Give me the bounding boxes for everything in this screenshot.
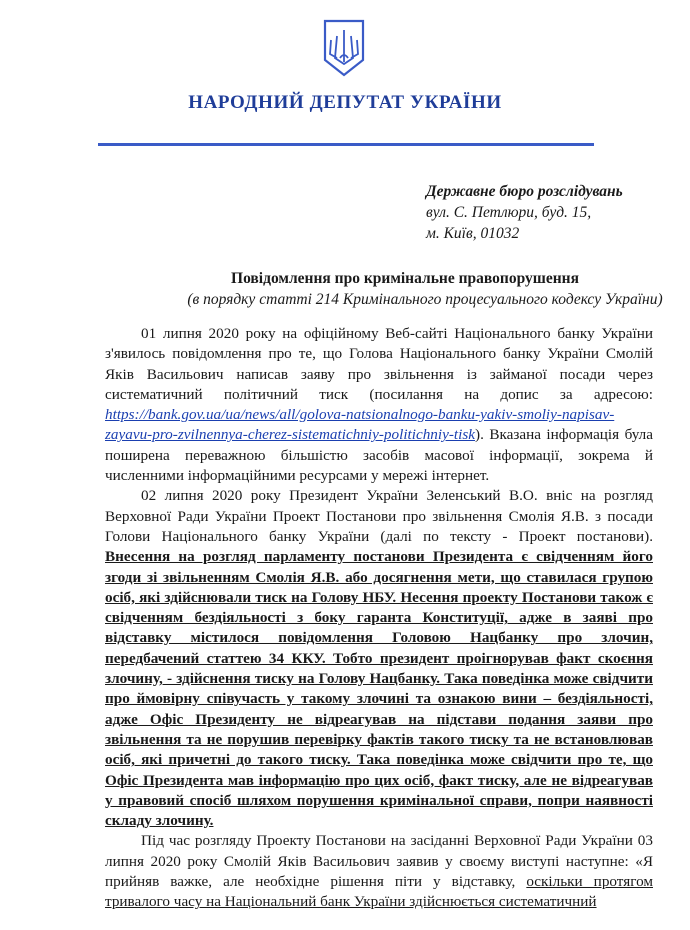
deputy-title: НАРОДНИЙ ДЕПУТАТ УКРАЇНИ — [188, 92, 502, 113]
paragraph-1 — [105, 324, 653, 486]
document-subtitle: (в порядку статті 214 Кримінального процесуального кодексу України) — [187, 291, 663, 308]
paragraph-1-end: ). Вказана інформація була поширена переважною більшістю засобів масової інформації, зокрема й численними інформаційними ресурсами у мережі інтернет. — [105, 426, 653, 485]
addressee-name: Державне бюро розслідувань — [426, 183, 623, 200]
paragraph-3-underlined: оскільки протягом тривалого часу на Національний банк України здійснюється систематичний — [105, 873, 653, 911]
paragraph-1-text: 01 липня 2020 року на офіційному Веб-сайті Національного банку України з'явилось повідомлення про те, що Голова Національного банку України Смолій Яків Васильович написав заяву про звільнення із займаної посади через систематичний політичний тиск (посилання на допис за адресою: — [105, 325, 653, 403]
document-title: Повідомлення про кримінальне правопорушення — [231, 270, 579, 287]
addressee-street: вул. С. Петлюри, буд. 15, — [426, 204, 592, 221]
paragraph-2-emphasis: Внесення на розгляд парламенту постанови Президента є свідченням його згоди зі звільненням Смолія Я.В. або досягнення мети, що ставилася групою осіб, які здійснювали тиск на Голову НБУ. Несення проекту Постанови також є свідченням бездіяльності з боку гаранта Конституції, адже в заяві про відставку містилося повідомлення Головою Нацбанку про злочин, передбачений статтею 34 ККУ. Тобто президент проігнорував факт скоєння злочину, - здійснення тиску на Голову Нацбанку. Така поведінка може свідчити про ймовірну співучасть у такому злочині та ознакою вини – бездіяльності, адже Офіс Президенту не відреагував на підстави подання заяви про звільнення та не порушив перевірку фактів такого тиску та не встановлював осіб, які причетні до такого тиску. Така поведінка може свідчити про те, що Офіс Президента мав інформацію про цих осіб, факт тиску, але не відреагував у правовий спосіб шляхом порушення кримінальної справи, попри наявності складу злочину. — [105, 548, 653, 830]
paragraph-3 — [105, 831, 653, 912]
paragraph-2 — [105, 486, 653, 831]
document-heading — [0, 268, 690, 310]
paragraph-3-text: Під час розгляду Проекту Постанови на засіданні Верховної Ради України 03 липня 2020 року Смолій Яків Васильович заявив у своєму виступі наступне: «Я прийняв важке, але необхідне рішення піти у відставку, — [105, 832, 653, 891]
document-body — [105, 324, 653, 913]
trident-icon — [321, 18, 367, 78]
title-divider — [98, 143, 594, 146]
paragraph-2-text: 02 липня 2020 року Президент України Зеленський В.О. вніс на розгляд Верховної Ради України Проект Постанови про звільнення Смолія Я.В. з посади Голови Національного банку України (далі по тексту - Проект постанови). — [105, 487, 653, 545]
addressee-city: м. Київ, 01032 — [426, 225, 520, 242]
nbu-news-link[interactable]: https://bank.gov.ua/ua/news/all/golova-natsionalnogo-banku-yakiv-smoliy-napisav-zayavu-pro-zvilnennya-cherez-sistematichniy-politichniy-tisk — [105, 406, 615, 444]
addressee-block — [426, 181, 623, 244]
